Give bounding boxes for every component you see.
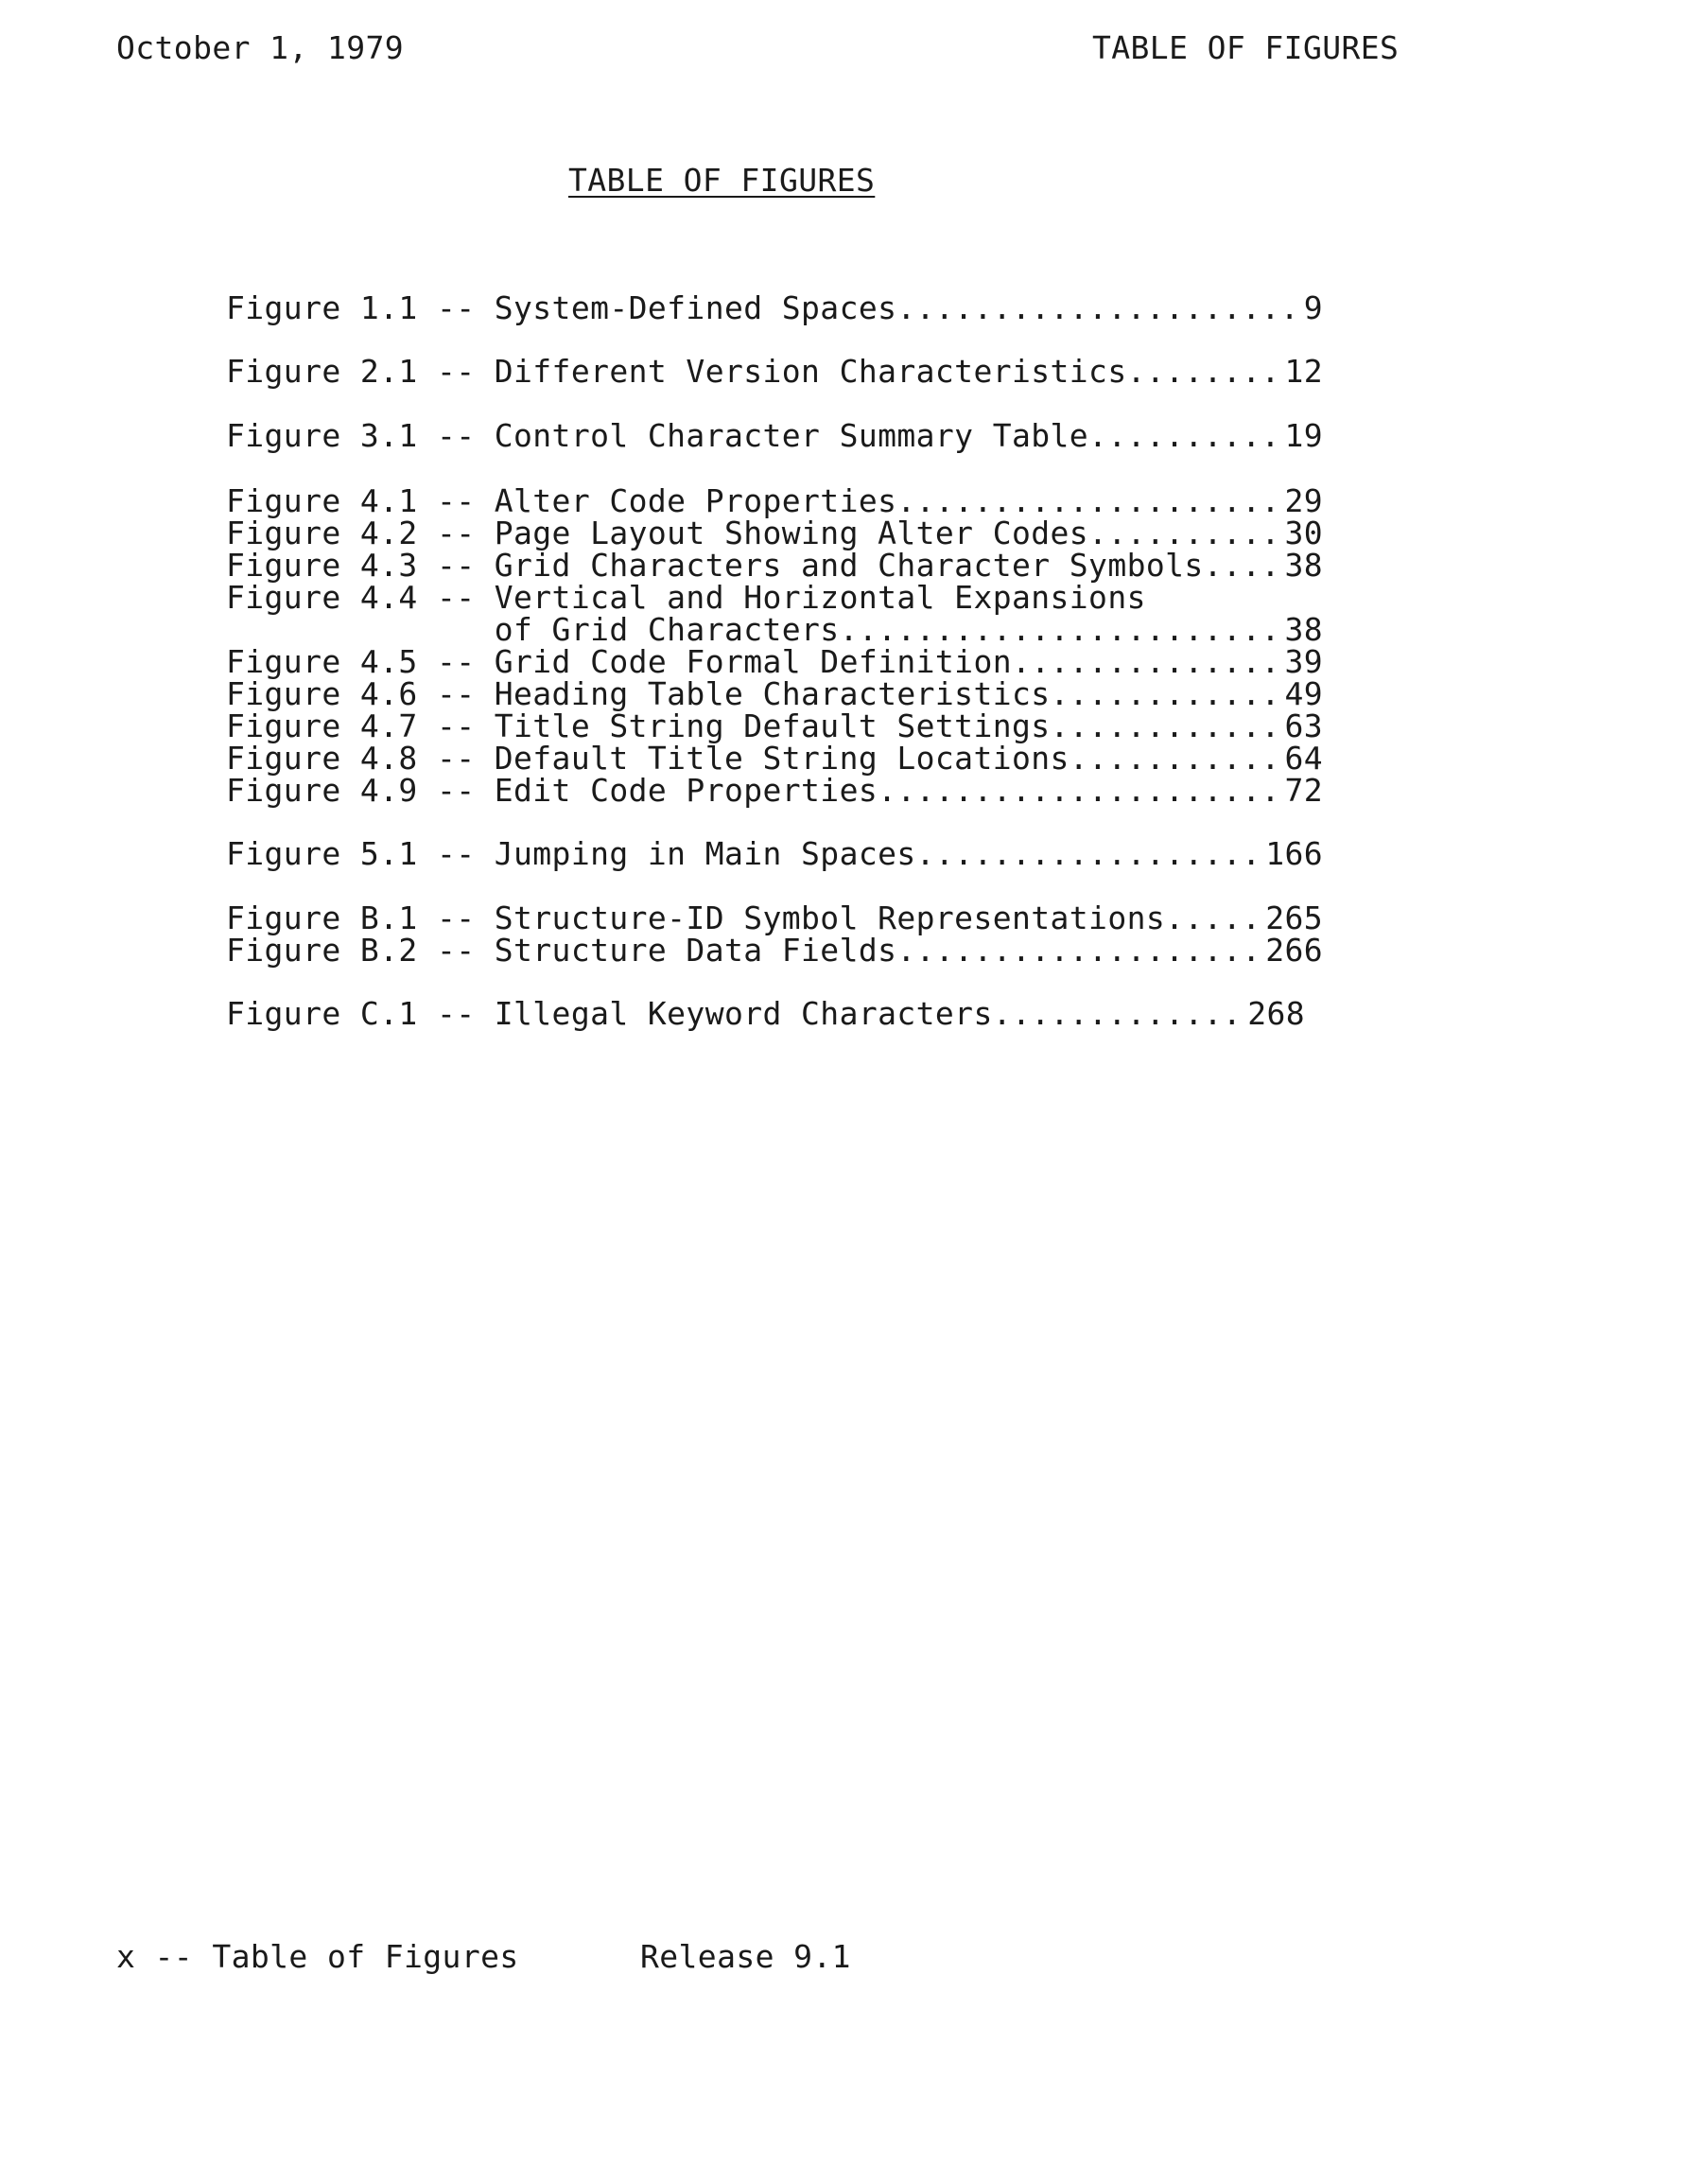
toc-entry-figure-4-7 [226,710,1323,743]
toc-entry-label: Figure B.1 -- Structure-ID Symbol Representations [226,900,1166,936]
dot-leader [1051,710,1285,743]
toc-entry-label: Figure 1.1 -- System-Defined Spaces [226,289,897,326]
toc-entry-page: 39 [1284,643,1323,680]
toc-entry-label: Figure 4.7 -- Title String Default Settings [226,708,1051,744]
toc-entry-page: 72 [1284,772,1323,809]
dot-leader [993,998,1247,1030]
footer-page-label: x -- Table of Figures [116,1938,519,1975]
toc-entry-label: Figure 5.1 -- Jumping in Main Spaces [226,835,916,872]
toc-entry-figure-c-1 [226,995,1305,1032]
toc-entry-label: Figure 4.5 -- Grid Code Formal Definition [226,643,1012,680]
toc-entry-figure-b-2 [226,932,1323,969]
dot-leader [1165,902,1265,935]
toc-entry-page: 30 [1284,515,1323,551]
toc-entry-page: 12 [1284,353,1323,390]
toc-entry-page: 19 [1284,417,1323,454]
toc-entry-figure-3-1 [226,417,1323,454]
toc-entry-figure-4-6 [226,675,1323,712]
dot-leader [1204,550,1285,582]
dot-leader [840,614,1285,646]
dot-leader [896,485,1284,517]
toc-entry-figure-4-1 [226,482,1323,519]
page-title: TABLE OF FIGURES [568,162,876,199]
toc-entry-label: Figure 4.2 -- Page Layout Showing Alter Codes [226,515,1089,551]
dot-leader [878,775,1284,807]
toc-entry-figure-5-1 [226,835,1323,872]
toc-entry-page: 265 [1265,900,1323,936]
toc-entry-page: 268 [1247,995,1305,1032]
toc-entry-figure-4-3 [226,547,1323,584]
toc-entry-page: 38 [1284,547,1323,584]
dot-leader [1070,743,1285,775]
toc-entry-figure-4-4 [226,611,1323,648]
toc-entry-continuation: of Grid Characters [226,611,840,648]
toc-entry-page: 9 [1303,289,1323,326]
toc-entry-label: Figure 4.8 -- Default Title String Locations [226,740,1070,777]
dot-leader [896,292,1303,324]
dot-leader [896,935,1265,967]
toc-entry-figure-2-1 [226,353,1323,390]
toc-entry-page: 64 [1284,740,1323,777]
toc-entry-label: Figure C.1 -- Illegal Keyword Characters [226,995,993,1032]
toc-entry-label: Figure 4.9 -- Edit Code Properties [226,772,878,809]
toc-entry-label: Figure 2.1 -- Different Version Characteristics [226,353,1127,390]
toc-entry-label: Figure 4.1 -- Alter Code Properties [226,482,897,519]
toc-entry-figure-4-2 [226,517,1323,550]
toc-entry-page: 266 [1265,932,1323,969]
dot-leader [1051,678,1285,710]
toc-entry-page: 38 [1284,611,1323,648]
toc-entry-figure-4-4-first-line: Figure 4.4 -- Vertical and Horizontal Expansions [226,579,1146,616]
toc-entry-label: Figure 3.1 -- Control Character Summary Table [226,417,1089,454]
toc-entry-figure-4-5 [226,643,1323,680]
header-section-title: TABLE OF FIGURES [1092,29,1400,66]
toc-entry-page: 166 [1265,835,1323,872]
toc-entry-label: Figure 4.3 -- Grid Characters and Character Symbols [226,547,1204,584]
toc-entry-label: Figure 4.6 -- Heading Table Characteristics [226,675,1051,712]
toc-entry-label: Figure B.2 -- Structure Data Fields [226,932,897,969]
toc-entry-page: 29 [1284,482,1323,519]
toc-entry-figure-4-9 [226,772,1323,809]
toc-entry-figure-b-1 [226,902,1323,935]
dot-leader [1088,420,1284,452]
dot-leader [1088,517,1284,550]
toc-entry-figure-4-8 [226,740,1323,777]
footer-release: Release 9.1 [640,1938,851,1975]
dot-leader [916,838,1266,870]
toc-entry-figure-1-1 [226,289,1323,326]
dot-leader [1012,646,1284,678]
dot-leader [1127,356,1285,388]
header-date: October 1, 1979 [116,29,405,66]
toc-entry-page: 63 [1284,708,1323,744]
toc-entry-page: 49 [1284,675,1323,712]
